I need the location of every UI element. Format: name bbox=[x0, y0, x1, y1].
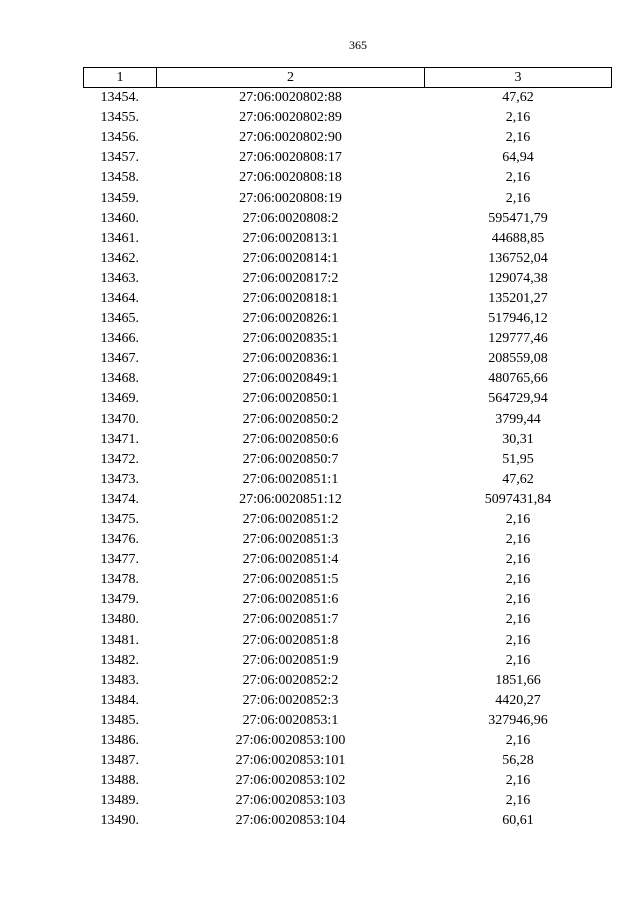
value-cell: 2,16 bbox=[505, 572, 531, 588]
cadastral-number-cell: 27:06:0020852:3 bbox=[242, 692, 339, 708]
table-header bbox=[84, 68, 612, 88]
row-number-cell: 13484. bbox=[100, 692, 139, 708]
cadastral-number-cell: 27:06:0020802:89 bbox=[239, 110, 342, 126]
cadastral-number-cell: 27:06:0020853:101 bbox=[235, 753, 346, 769]
value-cell: 2,16 bbox=[505, 552, 531, 568]
value-cell: 2,16 bbox=[505, 110, 531, 126]
row-number-cell: 13467. bbox=[100, 351, 139, 367]
row-number-cell: 13471. bbox=[100, 431, 139, 447]
value-cell: 51,95 bbox=[502, 451, 534, 467]
row-number-cell: 13483. bbox=[100, 672, 139, 688]
row-number-cell: 13485. bbox=[100, 712, 139, 728]
table-row bbox=[84, 249, 612, 269]
value-cell: 129777,46 bbox=[488, 331, 548, 347]
value-cell: 2,16 bbox=[505, 612, 531, 628]
table-row bbox=[84, 651, 612, 671]
cadastral-number-cell: 27:06:0020851:5 bbox=[242, 572, 339, 588]
cadastral-number-cell: 27:06:0020813:1 bbox=[242, 230, 339, 246]
table-row bbox=[84, 289, 612, 309]
value-cell: 129074,38 bbox=[488, 270, 548, 286]
cadastral-number-cell: 27:06:0020808:19 bbox=[239, 190, 342, 206]
cadastral-number-cell: 27:06:0020850:6 bbox=[242, 431, 339, 447]
row-number-cell: 13455. bbox=[100, 110, 139, 126]
table-row bbox=[84, 108, 612, 128]
value-cell: 2,16 bbox=[505, 733, 531, 749]
row-number-cell: 13490. bbox=[100, 813, 139, 829]
table-row bbox=[84, 389, 612, 409]
row-number-cell: 13457. bbox=[100, 150, 139, 166]
value-cell: 136752,04 bbox=[488, 250, 548, 266]
cadastral-number-cell: 27:06:0020817:2 bbox=[242, 270, 339, 286]
row-number-cell: 13456. bbox=[100, 130, 139, 146]
value-cell: 30,31 bbox=[502, 431, 534, 447]
table-row bbox=[84, 229, 612, 249]
row-number-cell: 13474. bbox=[100, 491, 139, 507]
cadastral-number-cell: 27:06:0020818:1 bbox=[242, 290, 339, 306]
value-cell: 47,62 bbox=[502, 471, 534, 487]
cadastral-number-cell: 27:06:0020851:4 bbox=[242, 552, 339, 568]
cadastral-number-cell: 27:06:0020826:1 bbox=[242, 311, 339, 327]
column-header-2: 2 bbox=[157, 68, 425, 88]
cadastral-number-cell: 27:06:0020850:1 bbox=[242, 391, 339, 407]
row-number-cell: 13468. bbox=[100, 371, 139, 387]
cadastral-number-cell: 27:06:0020853:1 bbox=[242, 712, 339, 728]
value-cell: 5097431,84 bbox=[484, 491, 552, 507]
table-row bbox=[84, 88, 612, 109]
cadastral-number-cell: 27:06:0020851:9 bbox=[242, 652, 339, 668]
value-cell: 2,16 bbox=[505, 773, 531, 789]
row-number-cell: 13478. bbox=[100, 572, 139, 588]
row-number-cell: 13463. bbox=[100, 270, 139, 286]
table-row bbox=[84, 410, 612, 430]
value-cell: 2,16 bbox=[505, 130, 531, 146]
value-cell: 2,16 bbox=[505, 592, 531, 608]
table-row bbox=[84, 209, 612, 229]
table-row bbox=[84, 550, 612, 570]
row-number-cell: 13469. bbox=[100, 391, 139, 407]
row-number-cell: 13481. bbox=[100, 632, 139, 648]
cadastral-number-cell: 27:06:0020802:88 bbox=[239, 90, 342, 106]
page-number: 365 bbox=[349, 38, 367, 52]
row-number-cell: 13488. bbox=[100, 773, 139, 789]
value-cell: 1851,66 bbox=[495, 672, 541, 688]
value-cell: 64,94 bbox=[502, 150, 534, 166]
table-row bbox=[84, 128, 612, 148]
table-row bbox=[84, 450, 612, 470]
cadastral-number-cell: 27:06:0020853:104 bbox=[235, 813, 346, 829]
value-cell: 4420,27 bbox=[495, 692, 541, 708]
row-number-cell: 13487. bbox=[100, 753, 139, 769]
row-number-cell: 13470. bbox=[100, 411, 139, 427]
table-row bbox=[84, 711, 612, 731]
value-cell: 2,16 bbox=[505, 512, 531, 528]
row-number-cell: 13489. bbox=[100, 793, 139, 809]
table-row bbox=[84, 610, 612, 630]
cadastral-number-cell: 27:06:0020851:2 bbox=[242, 512, 339, 528]
row-number-cell: 13461. bbox=[100, 230, 139, 246]
cadastral-number-cell: 27:06:0020852:2 bbox=[242, 672, 339, 688]
row-number-cell: 13480. bbox=[100, 612, 139, 628]
value-cell: 135201,27 bbox=[488, 290, 548, 306]
table-row bbox=[84, 188, 612, 208]
table-row bbox=[84, 590, 612, 610]
header-row bbox=[84, 68, 612, 88]
table-row bbox=[84, 811, 612, 831]
row-number-cell: 13486. bbox=[100, 733, 139, 749]
row-number-cell: 13473. bbox=[100, 471, 139, 487]
table-row bbox=[84, 771, 612, 791]
table-row bbox=[84, 148, 612, 168]
value-cell: 2,16 bbox=[505, 190, 531, 206]
table-row bbox=[84, 671, 612, 691]
table-row bbox=[84, 510, 612, 530]
value-cell: 564729,94 bbox=[488, 391, 548, 407]
value-cell: 595471,79 bbox=[488, 210, 548, 226]
cadastral-number-cell: 27:06:0020850:7 bbox=[242, 451, 339, 467]
value-cell: 2,16 bbox=[505, 793, 531, 809]
row-number-cell: 13476. bbox=[100, 532, 139, 548]
table-row bbox=[84, 430, 612, 450]
table-row bbox=[84, 329, 612, 349]
cadastral-number-cell: 27:06:0020853:103 bbox=[235, 793, 346, 809]
cadastral-number-cell: 27:06:0020851:1 bbox=[242, 471, 339, 487]
table-row bbox=[84, 470, 612, 490]
cadastral-number-cell: 27:06:0020808:18 bbox=[239, 170, 342, 186]
column-header-1: 1 bbox=[84, 68, 157, 88]
cadastral-number-cell: 27:06:0020808:2 bbox=[242, 210, 339, 226]
cadastral-number-cell: 27:06:0020853:100 bbox=[235, 733, 346, 749]
column-header-3: 3 bbox=[425, 68, 612, 88]
cadastral-number-cell: 27:06:0020808:17 bbox=[239, 150, 342, 166]
cadastral-number-cell: 27:06:0020836:1 bbox=[242, 351, 339, 367]
table-row bbox=[84, 309, 612, 329]
value-cell: 2,16 bbox=[505, 652, 531, 668]
cadastral-number-cell: 27:06:0020849:1 bbox=[242, 371, 339, 387]
row-number-cell: 13465. bbox=[100, 311, 139, 327]
row-number-cell: 13466. bbox=[100, 331, 139, 347]
row-number-cell: 13479. bbox=[100, 592, 139, 608]
value-cell: 208559,08 bbox=[488, 351, 548, 367]
value-cell: 3799,44 bbox=[495, 411, 541, 427]
value-cell: 60,61 bbox=[502, 813, 534, 829]
cadastral-number-cell: 27:06:0020814:1 bbox=[242, 250, 339, 266]
table-row bbox=[84, 731, 612, 751]
row-number-cell: 13454. bbox=[100, 90, 139, 106]
cadastral-number-cell: 27:06:0020835:1 bbox=[242, 331, 339, 347]
value-cell: 2,16 bbox=[505, 532, 531, 548]
table-row bbox=[84, 791, 612, 811]
cadastral-number-cell: 27:06:0020851:7 bbox=[242, 612, 339, 628]
cadastral-number-cell: 27:06:0020851:3 bbox=[242, 532, 339, 548]
value-cell: 517946,12 bbox=[488, 311, 548, 327]
cadastral-number-cell: 27:06:0020851:12 bbox=[239, 491, 342, 507]
value-cell: 2,16 bbox=[505, 170, 531, 186]
table-row bbox=[84, 168, 612, 188]
value-cell: 56,28 bbox=[502, 753, 534, 769]
row-number-cell: 13475. bbox=[100, 512, 139, 528]
cadastral-number-cell: 27:06:0020851:6 bbox=[242, 592, 339, 608]
table-row bbox=[84, 369, 612, 389]
cadastral-number-cell: 27:06:0020802:90 bbox=[239, 130, 342, 146]
cadastral-number-cell: 27:06:0020853:102 bbox=[235, 773, 346, 789]
table-body bbox=[84, 88, 612, 832]
table-row bbox=[84, 349, 612, 369]
value-cell: 44688,85 bbox=[491, 230, 545, 246]
row-number-cell: 13464. bbox=[100, 290, 139, 306]
table-row bbox=[84, 691, 612, 711]
row-number-cell: 13482. bbox=[100, 652, 139, 668]
table-row bbox=[84, 490, 612, 510]
value-cell: 47,62 bbox=[502, 90, 534, 106]
row-number-cell: 13458. bbox=[100, 170, 139, 186]
row-number-cell: 13459. bbox=[100, 190, 139, 206]
cadastral-number-cell: 27:06:0020851:8 bbox=[242, 632, 339, 648]
table-row bbox=[84, 570, 612, 590]
row-number-cell: 13477. bbox=[100, 552, 139, 568]
value-cell: 480765,66 bbox=[488, 371, 548, 387]
table-row bbox=[84, 530, 612, 550]
table-row bbox=[84, 269, 612, 289]
data-table bbox=[83, 67, 612, 831]
row-number-cell: 13460. bbox=[100, 210, 139, 226]
table-row bbox=[84, 631, 612, 651]
cadastral-number-cell: 27:06:0020850:2 bbox=[242, 411, 339, 427]
row-number-cell: 13472. bbox=[100, 451, 139, 467]
table-row bbox=[84, 751, 612, 771]
value-cell: 2,16 bbox=[505, 632, 531, 648]
row-number-cell: 13462. bbox=[100, 250, 139, 266]
value-cell: 327946,96 bbox=[488, 712, 548, 728]
